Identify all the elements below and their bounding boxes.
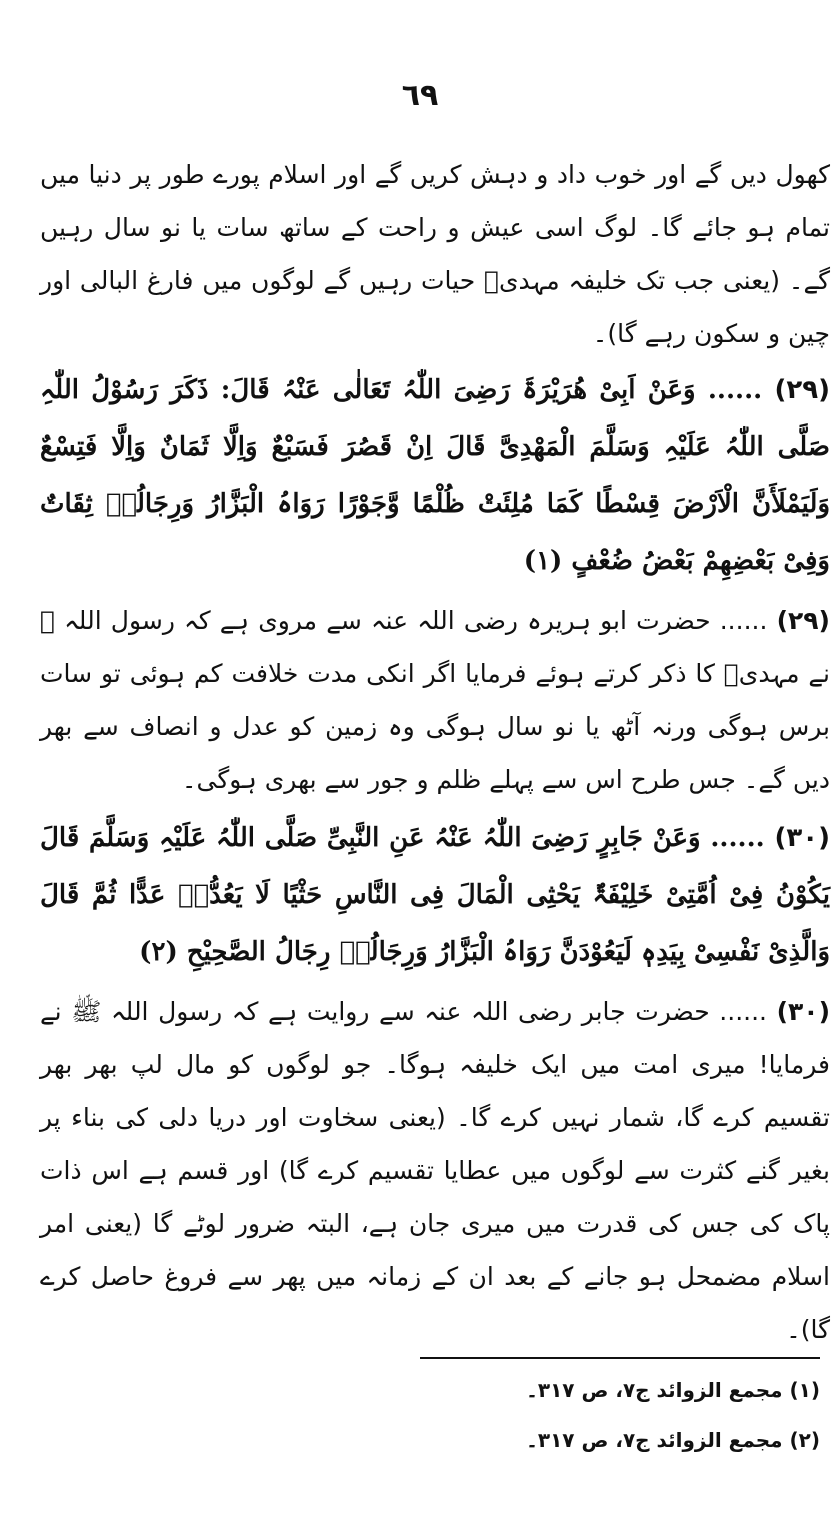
hadith-number: (٣٠): [774, 823, 830, 853]
translation-text: ...... حضرت ابو ہریرہ رضی اللہ عنہ سے مروی ہے کہ رسول اللہ ﷺ نے مہدیؓ کا ذکر کرتے ہوئے فرمایا اگر انکی مدت خلافت کم ہوئی تو سات برس ہوگی ورنہ آٹھ یا نو سال ہوگی وہ زمین کو عدل و انصاف سے بھر دیں گے۔ جس طرح اس سے پہلے ظلم و جور سے بھری ہوگی۔: [40, 606, 830, 794]
page-body: [40, 148, 830, 1356]
footnote-1: (١) مجمع الزوائد ج٧، ص ٣١٧۔: [526, 1378, 820, 1402]
hadith-number: (٢٩): [774, 375, 830, 405]
page-number: ٦٩: [401, 78, 439, 113]
hadith-translation-29: [40, 594, 830, 806]
footnotes: [30, 1372, 820, 1472]
footnote-divider: [420, 1357, 820, 1359]
hadith-arabic-30: [40, 810, 830, 981]
hadith-text: ...... وَعَنْ اَبِیْ ھُرَیْرَۃَ رَضِیَ اللّٰہُ تَعَالٰی عَنْہُ قَالَ: ذَکَرَ رَسُوْلُ اللّٰہِ صَلَّی اللّٰہُ عَلَیْہِ وَسَلَّمَ الْمَھْدِیَّ قَالَ اِنْ قَصُرَ فَسَبْعٌ وَاِلَّا ثَمَانٌ وَاِلَّا فَتِسْعٌ وَلَیَمْلَأَنَّ الْاَرْضَ قِسْطًا کَمَا مُلِئَتْ ظُلْمًا وَّجَوْرًا رَوَاہُ الْبَزَّارُ وَرِجَالُہٗ ثِقَاتٌ وَفِیْ بَعْضِھِمْ بَعْضُ ضُعْفٍ (١): [40, 375, 830, 576]
footnote-2: (٢) مجمع الزوائد ج٧، ص ٣١٧۔: [526, 1428, 820, 1452]
hadith-translation-30: [40, 985, 830, 1356]
hadith-text: ...... وَعَنْ جَابِرٍ رَضِیَ اللّٰہُ عَنْہُ عَنِ النَّبِیِّ صَلَّی اللّٰہُ عَلَیْہِ وَسَلَّمَ قَالَ یَکُوْنُ فِیْ اُمَّتِیْ خَلِیْفَۃٌ یَحْثِی الْمَالَ فِی النَّاسِ حَثْیًا لَا یَعُدُّہٗ عَدًّا ثُمَّ قَالَ وَالَّذِیْ نَفْسِیْ بِیَدِہٖ لَیَعُوْدَنَّ رَوَاہُ الْبَزَّارُ وَرِجَالُہٗ رِجَالُ الصَّحِیْحِ (٢): [40, 823, 830, 967]
hadith-arabic-29: [40, 362, 830, 590]
hadith-number: (٢٩): [776, 606, 830, 635]
hadith-number: (٣٠): [776, 997, 830, 1026]
paragraph-urdu-intro: [40, 148, 830, 360]
translation-text: ...... حضرت جابر رضی اللہ عنہ سے روایت ہے کہ رسول اللہ ﷺ نے فرمایا! میری امت میں ایک خلیفہ ہوگا۔ جو لوگوں کو مال لپ بھر بھر تقسیم کرے گا، شمار نہیں کرے گا۔ (یعنی سخاوت اور دریا دلی کی بناء پر بغیر گنے کثرت سے لوگوں میں عطایا تقسیم کرے گا) اور قسم ہے اس ذات پاک کی جس کی قدرت میں میری جان ہے، البتہ ضرور لوٹے گا (یعنی امر اسلام مضمحل ہو جانے کے بعد ان کے زمانہ میں پھر سے فروغ حاصل کرے گا)۔: [40, 997, 830, 1344]
paragraph-text: کھول دیں گے اور خوب داد و دہش کریں گے اور اسلام پورے طور پر دنیا میں تمام ہو جائے گا۔ لوگ اسی عیش و راحت کے ساتھ سات یا نو سال رہیں گے۔ (یعنی جب تک خلیفہ مہدیؓ حیات رہیں گے لوگوں میں فارغ البالی اور چین و سکون رہے گا)۔: [40, 160, 830, 348]
